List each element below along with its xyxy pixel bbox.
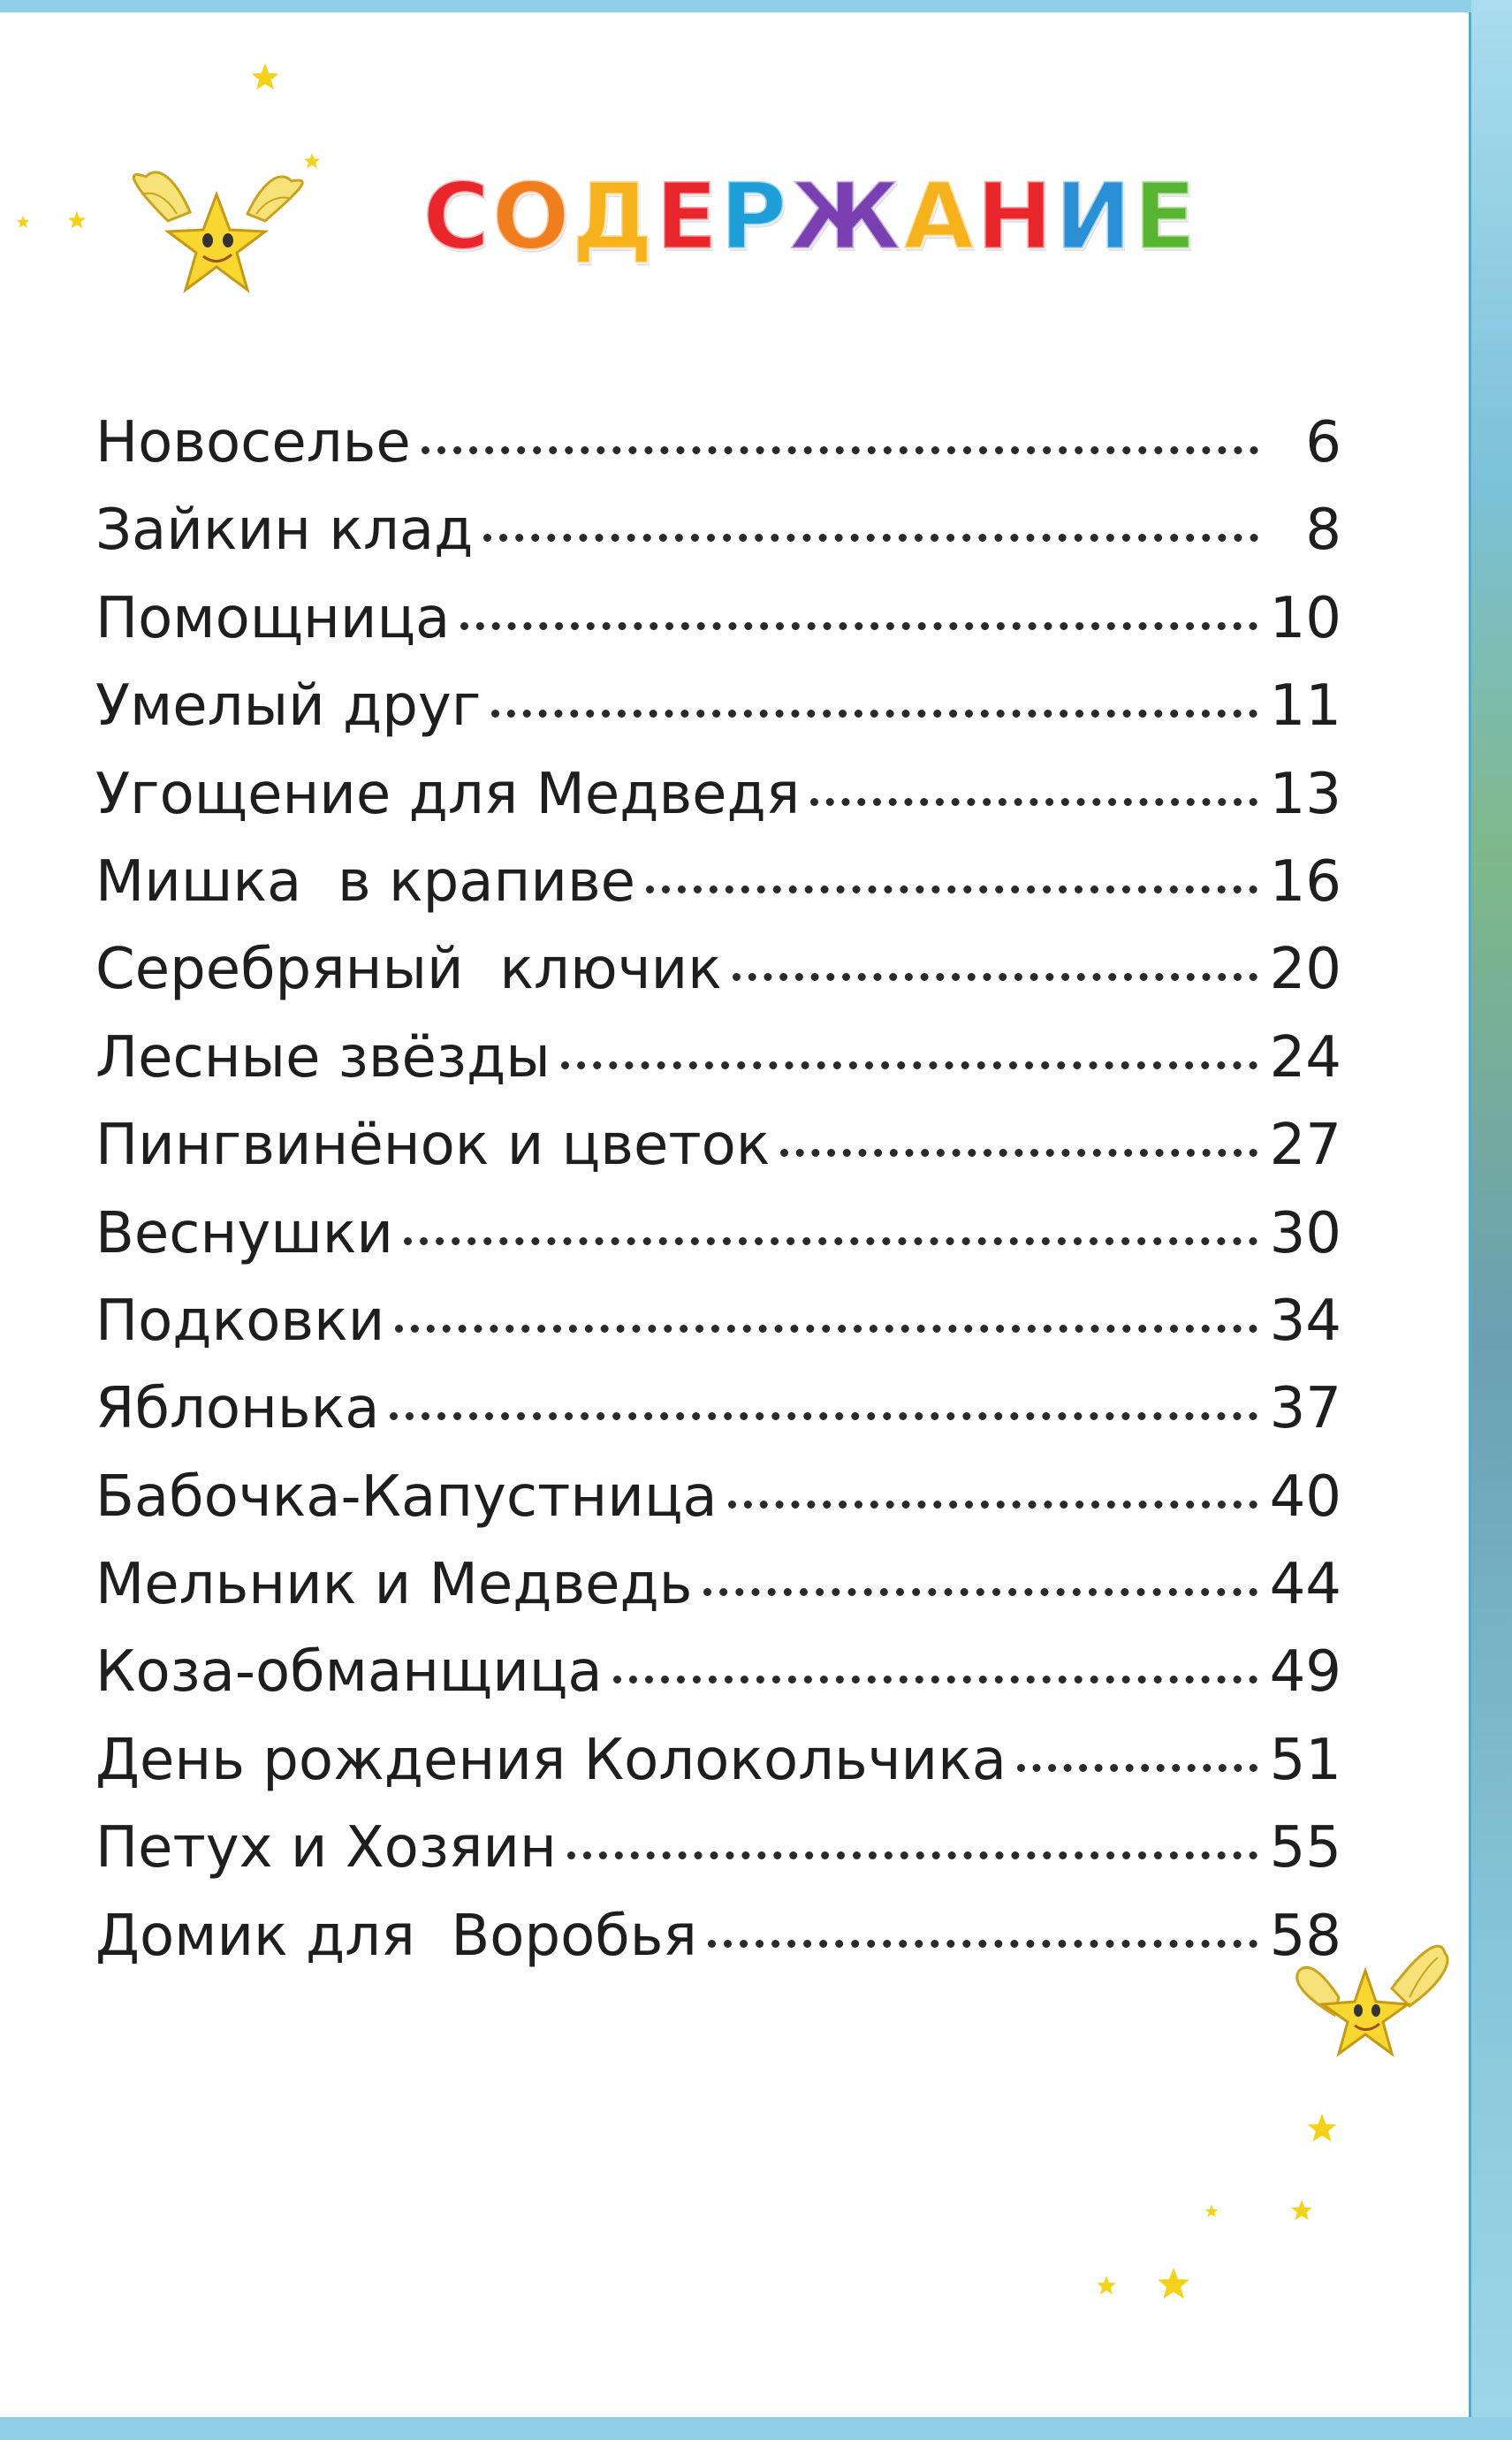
page-top-edge xyxy=(0,0,1512,12)
star-icon xyxy=(250,62,280,92)
toc-leader-dots xyxy=(422,446,1258,454)
toc-entry-page: 30 xyxy=(1269,1200,1341,1266)
toc-leader-dots xyxy=(390,1412,1257,1420)
toc-entry[interactable] xyxy=(95,1805,1341,1892)
toc-entry-title: Умелый друг xyxy=(95,673,482,740)
toc-leader-dots xyxy=(733,973,1257,981)
toc-entry[interactable] xyxy=(95,1629,1341,1716)
toc-leader-dots xyxy=(728,1501,1257,1509)
toc-entry[interactable] xyxy=(95,1541,1341,1629)
toc-entry-page: 40 xyxy=(1269,1463,1341,1530)
toc-entry-title: Новоселье xyxy=(95,410,411,475)
star-icon xyxy=(1096,2275,1117,2296)
toc-entry[interactable] xyxy=(95,663,1341,750)
title-letter: Е xyxy=(1133,163,1198,270)
toc-entry-page: 37 xyxy=(1269,1376,1341,1442)
toc-entry-page: 51 xyxy=(1269,1727,1341,1793)
toc-entry-title: Бабочка-Капустница xyxy=(95,1463,718,1530)
toc-leader-dots xyxy=(404,1237,1257,1245)
toc-entry-title: Веснушки xyxy=(95,1200,393,1266)
star-icon xyxy=(1156,2266,1191,2301)
toc-leader-dots xyxy=(613,1676,1257,1684)
toc-entry-page: 49 xyxy=(1269,1639,1341,1706)
toc-entry[interactable] xyxy=(95,1893,1341,1980)
star-icon xyxy=(67,210,87,230)
toc-entry-title: Коза-обманщица xyxy=(95,1639,603,1706)
toc-entry-page: 20 xyxy=(1269,937,1341,1003)
toc-entry-title: Петух и Хозяин xyxy=(95,1815,557,1881)
toc-entry-page: 55 xyxy=(1269,1815,1341,1881)
toc-entry-title: Угощение для Медведя xyxy=(95,761,801,827)
title-letter: Е xyxy=(655,163,720,270)
title-letter: Н xyxy=(976,163,1055,270)
toc-entry[interactable] xyxy=(95,751,1341,839)
toc-leader-dots xyxy=(567,1851,1257,1859)
toc-entry-page: 44 xyxy=(1269,1552,1341,1618)
toc-entry-title: Яблонька xyxy=(95,1376,380,1442)
toc-entry[interactable] xyxy=(95,1365,1341,1453)
toc-entry-title: Подковки xyxy=(95,1288,385,1354)
toc-entry-title: Мишка в крапиве xyxy=(95,848,636,915)
adjacent-page-edge xyxy=(1471,0,1512,2440)
title-letter: Д xyxy=(571,163,656,270)
title-letter: Ж xyxy=(788,163,903,270)
toc-entry-title: День рождения Колокольчика xyxy=(95,1727,1007,1793)
toc-leader-dots xyxy=(646,886,1257,893)
toc-entry[interactable] xyxy=(95,399,1341,487)
toc-leader-dots xyxy=(561,1061,1257,1069)
toc-leader-dots xyxy=(491,710,1257,718)
table-of-contents xyxy=(95,399,1341,1980)
toc-leader-dots xyxy=(395,1325,1257,1333)
toc-entry-page: 11 xyxy=(1269,673,1341,740)
toc-leader-dots xyxy=(460,622,1257,630)
toc-entry-page: 24 xyxy=(1269,1024,1341,1091)
toc-entry[interactable] xyxy=(95,575,1341,663)
title-letter: И xyxy=(1054,163,1134,270)
title-letter: О xyxy=(491,163,572,270)
toc-entry-title: Мельник и Медведь xyxy=(95,1552,693,1618)
toc-entry-title: Пингвинёнок и цветок xyxy=(95,1113,771,1179)
title-letter: Р xyxy=(719,163,789,270)
toc-leader-dots xyxy=(708,1940,1257,1948)
toc-leader-dots xyxy=(810,798,1257,806)
title-letter: С xyxy=(422,163,492,270)
toc-entry-page: 58 xyxy=(1269,1903,1341,1969)
title-letter: А xyxy=(902,163,976,270)
toc-entry-page: 6 xyxy=(1305,410,1341,475)
toc-entry[interactable] xyxy=(95,1278,1341,1365)
toc-entry-page: 27 xyxy=(1269,1113,1341,1179)
star-icon xyxy=(1204,2204,1219,2218)
toc-leader-dots xyxy=(483,534,1258,542)
winged-star-mascot-icon xyxy=(115,159,318,309)
toc-entry[interactable] xyxy=(95,926,1341,1014)
toc-entry-page: 10 xyxy=(1269,585,1341,651)
toc-entry-page: 34 xyxy=(1269,1288,1341,1354)
page-title xyxy=(422,159,1198,274)
star-icon xyxy=(1306,2112,1338,2144)
star-icon xyxy=(303,152,321,170)
toc-entry-title: Лесные звёзды xyxy=(95,1024,551,1091)
toc-entry[interactable] xyxy=(95,1717,1341,1805)
toc-entry[interactable] xyxy=(95,1015,1341,1102)
toc-entry[interactable] xyxy=(95,487,1341,574)
winged-star-mascot-icon xyxy=(1286,1935,1454,2077)
toc-entry[interactable] xyxy=(95,839,1341,926)
toc-entry[interactable] xyxy=(95,1102,1341,1190)
toc-leader-dots xyxy=(1017,1764,1257,1772)
toc-entry[interactable] xyxy=(95,1190,1341,1278)
toc-entry-title: Серебряный ключик xyxy=(95,937,722,1003)
star-icon xyxy=(1290,2199,1313,2222)
toc-entry[interactable] xyxy=(95,1454,1341,1541)
toc-entry-page: 13 xyxy=(1269,761,1341,827)
toc-entry-title: Домик для Воробья xyxy=(95,1903,697,1969)
page-bottom-edge xyxy=(0,2417,1512,2440)
toc-leader-dots xyxy=(780,1149,1257,1157)
toc-entry-title: Помощница xyxy=(95,585,451,651)
toc-leader-dots xyxy=(703,1588,1257,1596)
toc-entry-page: 8 xyxy=(1305,498,1341,564)
star-icon xyxy=(16,215,30,229)
toc-entry-page: 16 xyxy=(1269,848,1341,915)
toc-entry-title: Зайкин клад xyxy=(95,498,474,564)
